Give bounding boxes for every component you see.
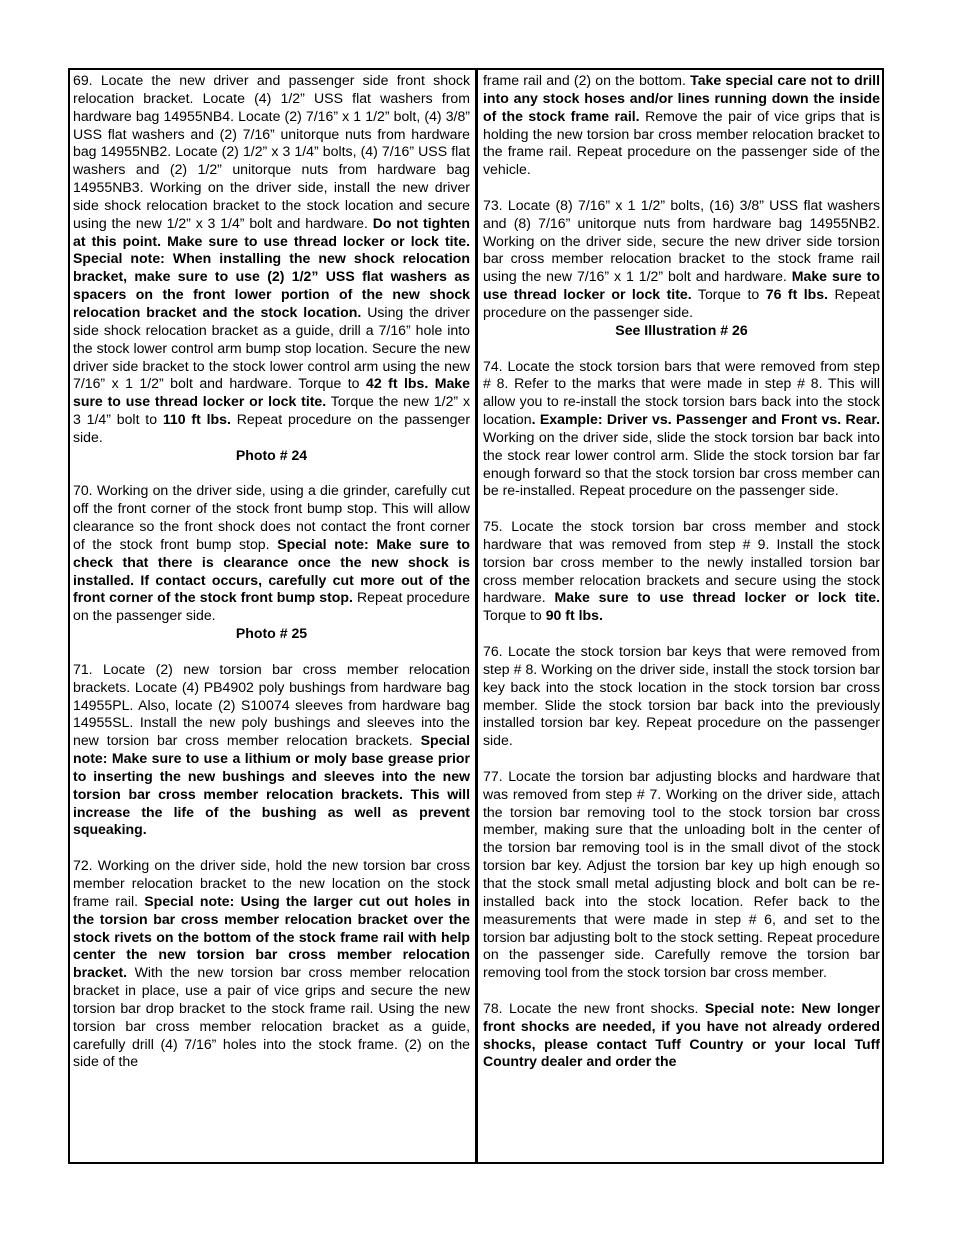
text: 71. Locate (2) new torsion bar cross member relocation brackets. Locate (4) PB4902 poly bushings from hardware bag 14955PL. Also, locate (2) S10074 sleeves from hardware bag 14955SL. Install the new poly bushings and sleeves into the new torsion bar cross member relocation brackets.	[73, 660, 470, 749]
bold-text: 42 ft lbs. Make sure to use thread locker or lock tite.	[73, 375, 470, 410]
text: 74. Locate the stock torsion bars that were removed from step # 8. Refer to the marks that were made in step # 8. This will allow you to re-install the stock torsion bars back into the stock location	[483, 357, 880, 428]
text: Remove the pair of vice grips that is holding the new torsion bar cross member relocation bracket to the frame rail. Repeat procedure on the passenger side of the vehicle.	[483, 107, 880, 178]
text: 78. Locate the new front shocks.	[483, 999, 705, 1016]
text: Working on the driver side, slide the stock torsion bar back into the stock rear lower control arm. Slide the stock torsion bar far enough forward so that the stock torsion bar cross member can be re-installed. Repeat procedure on the passenger side.	[483, 428, 880, 499]
photo-25-caption: Photo # 25	[235, 625, 308, 642]
step-70	[73, 482, 470, 625]
text: Repeat procedure on the passenger side.	[73, 411, 471, 445]
text: 77. Locate the torsion bar adjusting blocks and hardware that was removed from step # 7. Working on the driver side, attach the torsion bar removing tool to the stock torsion bar cross member, making sure that the unloading bolt in the center of the torsion bar removing tool is in the small divot of the stock torsion bar key. Adjust the torsion bar key up high enough so that the stock small metal adjusting block and bolt can be re-installed back into the stock location. Refer back to the measurements that were made in step # 6, and set to the torsion bar adjusting bolt to the stock setting. Repeat procedure on the passenger side. Carefully remove the torsion bar removing tool from the stock torsion bar cross member.	[483, 767, 880, 981]
step-78	[483, 1000, 880, 1071]
text: Torque to	[483, 607, 546, 624]
text: Torque to	[691, 286, 766, 303]
step-77	[483, 768, 880, 982]
text: 76. Locate the stock torsion bar keys that were removed from step # 8. Working on the driver side, install the stock torsion bar key back into the stock location in the stock torsion bar cross member. Slide the stock torsion bar back into the previously installed torsion bar key. Repeat procedure on the passenger side.	[483, 643, 880, 749]
step-69	[73, 72, 470, 447]
bold-text: Make sure to use thread locker or lock tite.	[483, 268, 880, 303]
step-76	[483, 643, 880, 750]
text: Repeat procedure on the passenger side.	[73, 589, 470, 624]
step-74	[483, 358, 880, 501]
text: Repeat procedure on the passenger side.	[483, 286, 880, 320]
text: With the new torsion bar cross member relocation bracket in place, use a pair of vice grips and secure the new torsion bar drop bracket to the stock frame rail. Using the new torsion bar cross member relocation bracket as a guide, carefully drill (4) 7/16” holes into the stock frame. (2) on the side of the	[73, 964, 470, 1070]
photo-24-caption: Photo # 24	[235, 446, 308, 463]
bold-text: Special note: Make sure to use a lithium or moly base grease prior to inserting the new bushings and sleeves into the new torsion bar cross member relocation brackets. This will increase the life of the bushing as well as prevent squeaking.	[73, 732, 470, 838]
bold-text: 76 ft lbs.	[765, 286, 829, 303]
bold-text: Special note: Make sure to check that there is clearance once the new shock is installed. If contact occurs, carefully cut more out of the front corner of the stock front bump stop.	[73, 535, 470, 606]
bold-text: . Example: Driver vs. Passenger and Front vs. Rear.	[531, 411, 880, 428]
text: 69. Locate the new driver and passenger side front shock relocation bracket. Locate (4) 1/2” USS flat washers from hardware bag 14955NB4. Locate (2) 7/16” x 1 1/2” bolt, (4) 3/8” USS flat washers and (2) 7/16” unitorque nuts from hardware bag 14955NB2. Locate (2) 1/2” x 3 1/4” bolts, (4) 7/16” USS flat washers and (2) 1/2” unitorque nuts from hardware bag 14955NB3. Working on the driver side, install the new driver side shock relocation bracket to the stock location and secure using the new 1/2” x 3 1/4” bolt and hardware.	[73, 72, 470, 231]
bold-text: Make sure to use thread locker or lock tite.	[554, 589, 881, 606]
left-column	[73, 72, 470, 1071]
step-73	[483, 197, 880, 322]
column-divider	[475, 68, 478, 1164]
bold-text: 90 ft lbs.	[545, 607, 603, 624]
step-72	[73, 857, 470, 1071]
step-75	[483, 518, 880, 625]
right-column	[483, 72, 880, 1071]
text: 72. Working on the driver side, hold the new torsion bar cross member relocation bracket to the new location on the stock frame rail.	[73, 857, 470, 909]
text: frame rail and (2) on the bottom.	[483, 72, 691, 88]
bold-text: Do not tighten at this point. Make sure to use thread locker or lock tite. Special note: When installing the new shock relocation bracket, make sure to use (2) 1/2” USS flat washers as spacers on the front lower portion of the new shock relocation bracket and the stock location.	[73, 214, 470, 320]
text: Using the driver side shock relocation bracket as a guide, drill a 7/16” hole into the stock lower control arm bump stop location. Secure the new driver side bracket to the stock lower control arm using the new 7/16” x 1 1/2” bolt and hardware. Torque to	[73, 303, 470, 392]
bold-text: Special note: Using the larger cut out holes in the torsion bar cross member relocation bracket over the stock rivets on the bottom of the stock frame rail with help center the new torsion bar cross member relocation bracket.	[73, 892, 470, 981]
text: 73. Locate (8) 7/16” x 1 1/2” bolts, (16) 3/8” USS flat washers and (8) 7/16” unitorque nuts from hardware bag 14955NB2. Working on the driver side, secure the new driver side torsion bar cross member relocation bracket to the stock frame rail using the new 7/16” x 1 1/2” bolt and hardware.	[483, 196, 880, 285]
step-72-continued	[483, 72, 880, 179]
bold-text: 110 ft lbs.	[162, 411, 231, 428]
bold-text: Take special care not to drill into any stock hoses and/or lines running down the inside of the stock frame rail.	[483, 72, 880, 124]
illustration-26-caption: See Illustration # 26	[615, 321, 748, 338]
bold-text: Special note: New longer front shocks are needed, if you have not already ordered shocks, please contact Tuff Country or your local Tuff Country dealer and order the	[483, 999, 880, 1070]
text: 70. Working on the driver side, using a die grinder, carefully cut off the front corner of the stock front bump stop. This will allow clearance so the front shock does not contact the front corner of the stock front bump stop.	[73, 482, 470, 552]
text: 75. Locate the stock torsion bar cross member and stock hardware that was removed from step # 9. Install the stock torsion bar cross member to the newly installed torsion bar cross member relocation brackets and secure using the stock hardware.	[483, 518, 880, 606]
text: Torque the new 1/2” x 3 1/4” bolt to	[73, 393, 470, 428]
step-71	[73, 661, 470, 839]
